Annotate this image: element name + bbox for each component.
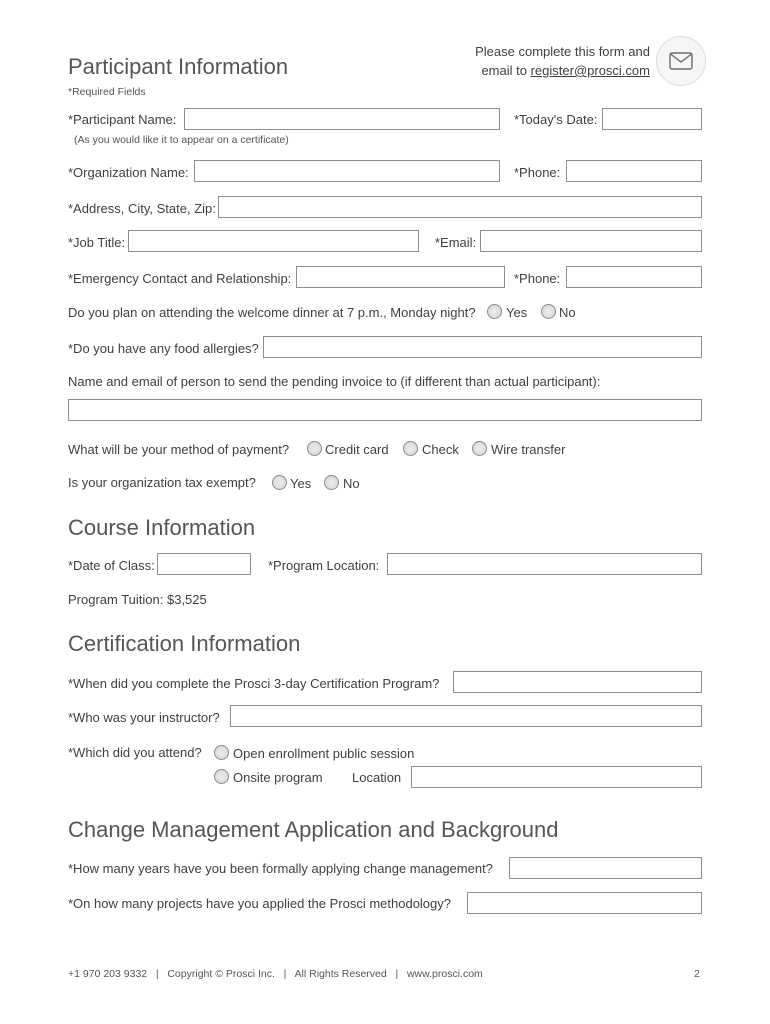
todays-date-label: *Today's Date: <box>514 112 598 127</box>
onsite-program-radio[interactable] <box>214 769 229 784</box>
emergency-phone-label: *Phone: <box>514 271 561 286</box>
dinner-yes-label: Yes <box>506 305 528 320</box>
invoice-recipient-field[interactable] <box>68 399 702 421</box>
tax-exempt-no-radio[interactable] <box>324 475 339 490</box>
food-allergies-label: *Do you have any food allergies? <box>68 341 259 356</box>
envelope-icon <box>656 36 706 86</box>
address-label: *Address, City, State, Zip: <box>68 201 216 216</box>
onsite-location-label: Location <box>352 770 402 785</box>
tax-exempt-yes-label: Yes <box>290 476 312 491</box>
certification-date-field[interactable] <box>453 671 702 693</box>
contact-line-2 <box>430 61 650 80</box>
dinner-yes-radio[interactable] <box>487 304 502 319</box>
todays-date-field[interactable] <box>602 108 702 130</box>
organization-name-field[interactable] <box>194 160 500 182</box>
years-applying-field[interactable] <box>509 857 702 879</box>
projects-count-field[interactable] <box>467 892 702 914</box>
tax-exempt-yes-radio[interactable] <box>272 475 287 490</box>
phone-field[interactable] <box>566 160 702 182</box>
attendance-type-label: *Which did you attend? <box>68 745 202 760</box>
date-of-class-label: *Date of Class: <box>68 558 155 573</box>
page-number: 2 <box>694 968 700 980</box>
projects-count-label: *On how many projects have you applied the Prosci methodology? <box>68 896 451 911</box>
payment-method-question: What will be your method of payment? <box>68 442 290 457</box>
payment-wire-transfer-label: Wire transfer <box>491 442 566 457</box>
food-allergies-field[interactable] <box>263 336 702 358</box>
section-title-course: Course Information <box>68 515 256 540</box>
footer-info: +1 970 203 9332 | Copyright © Prosci Inc. | All Rights Reserved | www.prosci.com <box>68 968 483 980</box>
date-of-class-field[interactable] <box>157 553 251 575</box>
section-title-certification: Certification Information <box>68 631 301 656</box>
dinner-no-radio[interactable] <box>541 304 556 319</box>
participant-name-label: *Participant Name: <box>68 112 177 127</box>
contact-line-1: Please complete this form and <box>475 44 650 59</box>
emergency-contact-field[interactable] <box>296 266 505 288</box>
dinner-question: Do you plan on attending the welcome dinner at 7 p.m., Monday night? <box>68 305 476 320</box>
program-location-label: *Program Location: <box>268 558 380 573</box>
dinner-no-label: No <box>559 305 576 320</box>
job-title-label: *Job Title: <box>68 235 126 250</box>
payment-credit-card-label: Credit card <box>325 442 389 457</box>
section-title-change-management: Change Management Application and Background <box>68 817 559 842</box>
email-label: *Email: <box>435 235 477 250</box>
invoice-recipient-label: Name and email of person to send the pending invoice to (if different than actual participant): <box>68 374 601 389</box>
program-tuition: Program Tuition: $3,525 <box>68 592 207 607</box>
contact-instructions <box>430 42 650 80</box>
onsite-location-field[interactable] <box>411 766 702 788</box>
onsite-program-label: Onsite program <box>233 770 323 785</box>
tax-exempt-question: Is your organization tax exempt? <box>68 475 256 490</box>
phone-label: *Phone: <box>514 165 561 180</box>
required-fields-note: *Required Fields <box>68 86 146 98</box>
job-title-field[interactable] <box>128 230 419 252</box>
emergency-contact-label: *Emergency Contact and Relationship: <box>68 271 292 286</box>
contact-email-link[interactable]: register@prosci.com <box>530 63 650 78</box>
tax-exempt-no-label: No <box>343 476 360 491</box>
organization-name-label: *Organization Name: <box>68 165 189 180</box>
participant-name-hint: (As you would like it to appear on a certificate) <box>74 134 289 146</box>
open-enrollment-radio[interactable] <box>214 745 229 760</box>
payment-check-radio[interactable] <box>403 441 418 456</box>
envelope-glyph <box>669 52 693 70</box>
instructor-label: *Who was your instructor? <box>68 710 220 725</box>
program-location-field[interactable] <box>387 553 702 575</box>
participant-name-field[interactable] <box>184 108 500 130</box>
years-applying-label: *How many years have you been formally applying change management? <box>68 861 493 876</box>
contact-prefix: email to <box>481 63 531 78</box>
certification-date-label: *When did you complete the Prosci 3-day Certification Program? <box>68 676 440 691</box>
open-enrollment-label: Open enrollment public session <box>233 746 415 761</box>
payment-wire-transfer-radio[interactable] <box>472 441 487 456</box>
payment-credit-card-radio[interactable] <box>307 441 322 456</box>
section-title-participant: Participant Information <box>68 54 289 79</box>
emergency-phone-field[interactable] <box>566 266 702 288</box>
address-field[interactable] <box>218 196 702 218</box>
email-field[interactable] <box>480 230 702 252</box>
instructor-field[interactable] <box>230 705 702 727</box>
payment-check-label: Check <box>422 442 459 457</box>
